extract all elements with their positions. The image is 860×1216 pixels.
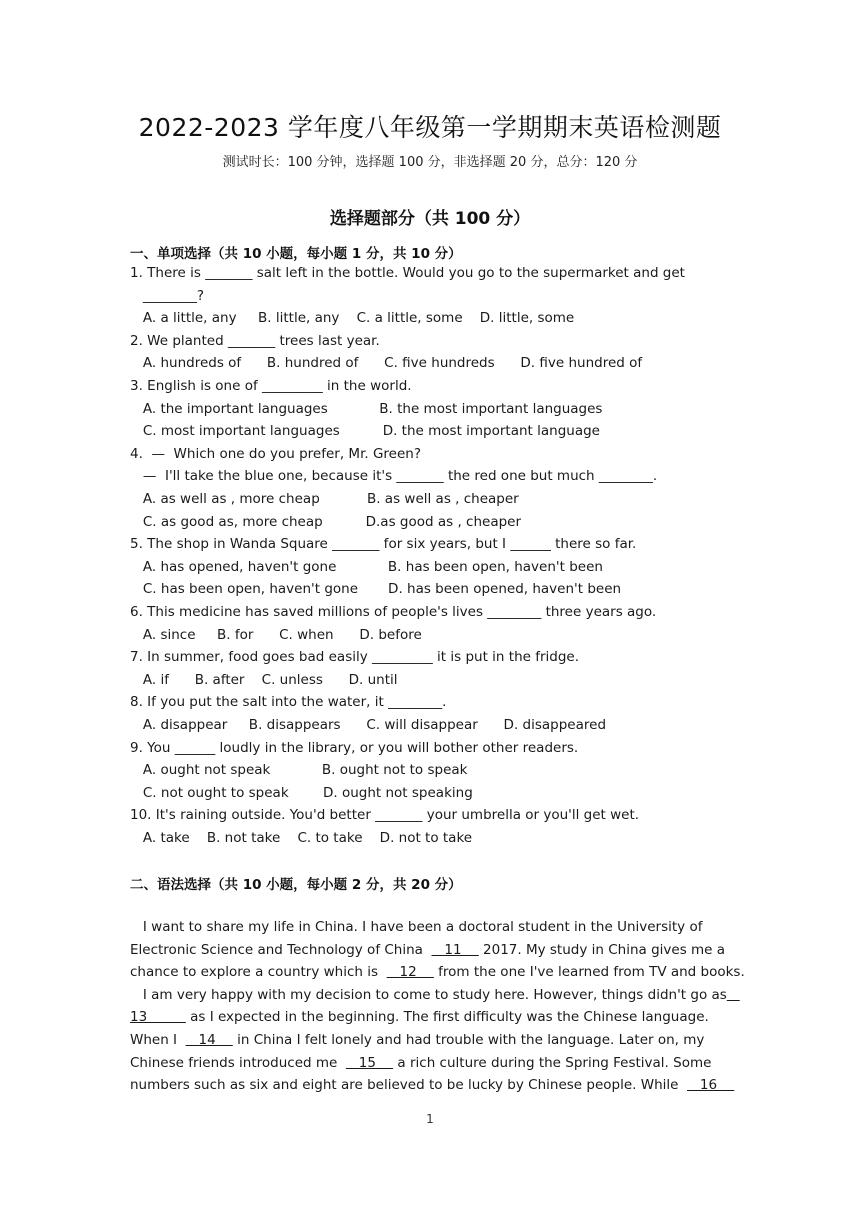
question-line: A. has opened, haven't gone B. has been open, haven't been xyxy=(130,558,603,575)
question-line: A. a little, any B. little, any C. a little, some D. little, some xyxy=(130,310,575,327)
question-line: A. the important languages B. the most important languages xyxy=(130,400,603,417)
passage-text: a rich culture during the Spring Festival. Some xyxy=(393,1054,712,1071)
question-line: A. hundreds of B. hundred of C. five hundreds D. five hundred of xyxy=(130,355,643,372)
passage-text: When I xyxy=(130,1032,186,1048)
passage-text: chance to explore a country which is xyxy=(130,964,387,981)
question-line: — I'll take the blue one, because it's _______ the red one but much ________. xyxy=(130,468,658,485)
passage-text: 2017. My study in China gives me a xyxy=(478,941,726,958)
part2-heading: 二、语法选择（共 10 小题，每小题 2 分，共 20 分） xyxy=(130,877,462,893)
answer-blank: 11 xyxy=(431,941,479,958)
question-line: A. as well as , more cheap B. as well as , cheaper xyxy=(130,491,519,507)
passage-text: as I expected in the beginning. The first difficulty was the Chinese language. xyxy=(185,1009,709,1026)
passage-line xyxy=(130,986,740,1004)
question-line: C. as good as, more cheap D.as good as , cheaper xyxy=(130,513,522,530)
passage-line xyxy=(130,1031,704,1049)
passage-line xyxy=(130,963,745,981)
question-line: 10. It's raining outside. You'd better _______ your umbrella or you'll get wet. xyxy=(130,807,640,824)
question-line: 2. We planted _______ trees last year. xyxy=(130,332,380,349)
question-line: 7. In summer, food goes bad easily _________ it is put in the fridge. xyxy=(130,649,580,666)
passage-text: I am very happy with my decision to come to study here. However, things didn't go as xyxy=(130,986,727,1003)
question-line: A. disappear B. disappears C. will disappear D. disappeared xyxy=(130,717,607,733)
document-subtitle: 测试时长：100 分钟，选择题 100 分，非选择题 20 分，总分：120 分 xyxy=(222,155,638,170)
answer-blank xyxy=(727,986,740,1004)
answer-blank: 16 xyxy=(687,1077,735,1094)
passage-text: Electronic Science and Technology of China xyxy=(130,941,432,958)
answer-blank: 15 xyxy=(345,1054,394,1071)
answer-blank: 14 xyxy=(185,1032,233,1048)
document-title: 2022-2023 学年度八年级第一学期期末英语检测题 xyxy=(138,113,722,142)
question-line: 9. You ______ loudly in the library, or you will bother other readers. xyxy=(130,739,579,756)
question-line: 6. This medicine has saved millions of people's lives ________ three years ago. xyxy=(130,604,657,620)
question-line: 4. — Which one do you prefer, Mr. Green? xyxy=(130,445,422,462)
question-line: A. if B. after C. unless D. until xyxy=(130,671,398,688)
passage-text: in China I felt lonely and had trouble with the language. Later on, my xyxy=(232,1032,705,1048)
question-line: ________? xyxy=(130,287,205,304)
passage-text: Chinese friends introduced me xyxy=(130,1054,346,1071)
passage-line xyxy=(130,1076,734,1094)
passage-text: I want to share my life in China. I have been a doctoral student in the University of xyxy=(130,919,703,935)
section-heading: 选择题部分（共 100 分） xyxy=(329,209,531,229)
question-line: C. not ought to speak D. ought not speaking xyxy=(130,784,473,801)
question-line: A. ought not speak B. ought not to speak xyxy=(130,762,468,779)
question-line: 5. The shop in Wanda Square _______ for six years, but I ______ there so far. xyxy=(130,536,637,553)
passage-line xyxy=(130,941,725,959)
question-line: C. most important languages D. the most important language xyxy=(130,423,600,440)
question-line: 8. If you put the salt into the water, it ________. xyxy=(130,694,447,711)
question-line: C. has been open, haven't gone D. has been opened, haven't been xyxy=(130,581,622,598)
question-line: 3. English is one of _________ in the world. xyxy=(130,378,412,394)
answer-blank: 13 xyxy=(130,1009,186,1026)
part1-heading: 一、单项选择（共 10 小题，每小题 1 分，共 10 分） xyxy=(130,246,462,262)
passage-text: from the one I've learned from TV and books. xyxy=(433,964,745,981)
passage-line xyxy=(130,1008,709,1026)
question-line: A. take B. not take C. to take D. not to take xyxy=(130,830,473,846)
answer-blank: 12 xyxy=(386,964,434,981)
passage-line xyxy=(130,918,702,936)
passage-line xyxy=(130,1054,711,1072)
passage-text: numbers such as six and eight are believed to be lucky by Chinese people. While xyxy=(130,1077,688,1094)
page-number: 1 xyxy=(426,1112,434,1126)
question-line: 1. There is _______ salt left in the bottle. Would you go to the supermarket and get xyxy=(130,265,685,281)
question-line: A. since B. for C. when D. before xyxy=(130,626,422,643)
